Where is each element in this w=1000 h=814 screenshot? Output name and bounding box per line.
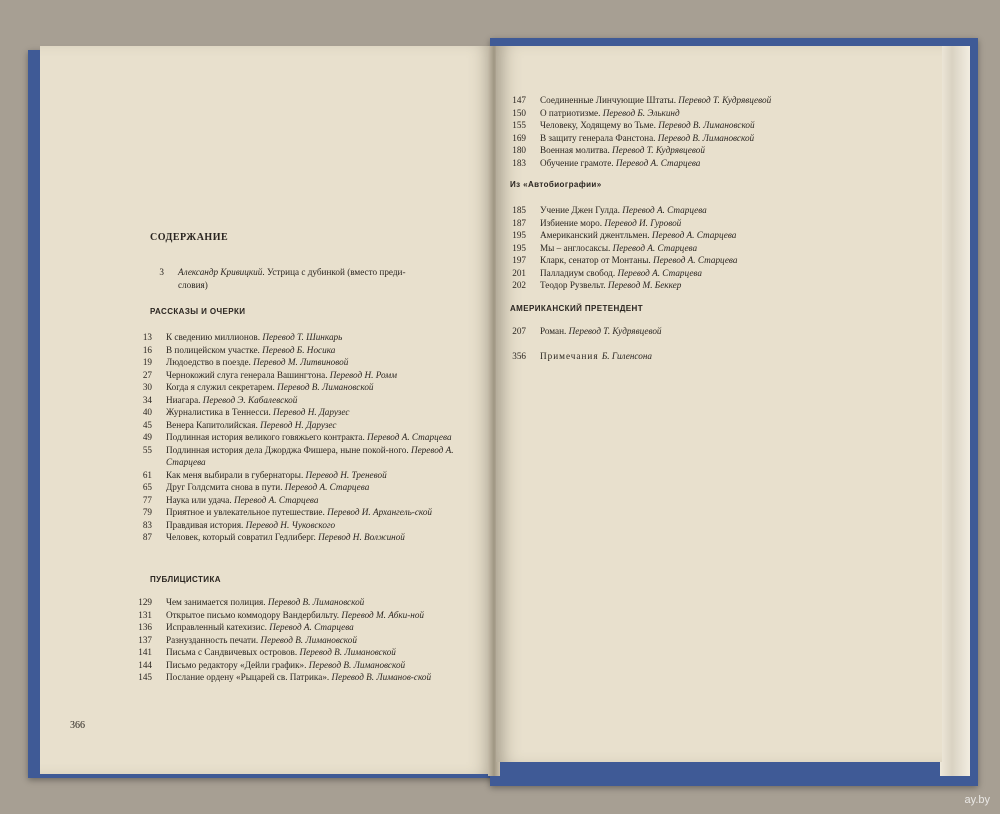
page-number: 201 bbox=[512, 267, 526, 278]
toc-entry bbox=[502, 132, 822, 145]
entry-title: В полицейском участке. bbox=[166, 344, 263, 355]
intro-entry bbox=[140, 266, 460, 291]
entry-title: Примечания bbox=[540, 351, 602, 361]
entry-translator: Перевод А. Старцева bbox=[615, 157, 701, 168]
toc-entry bbox=[502, 119, 822, 132]
entry-title: Друг Голдсмита снова в пути. bbox=[166, 482, 285, 492]
toc-entry bbox=[128, 344, 473, 357]
entry-title: Военная молитва. bbox=[540, 145, 613, 155]
entry-translator: Перевод Т. Кудрявцевой bbox=[612, 145, 705, 155]
page-number: 202 bbox=[512, 280, 526, 290]
page-number: 83 bbox=[142, 519, 152, 530]
entry-title: Чернокожий слуга генерала Вашингтона. bbox=[166, 369, 330, 380]
toc-entry bbox=[128, 596, 473, 609]
entry-title: Чем занимается полиция. bbox=[166, 597, 268, 607]
page-number: 145 bbox=[138, 672, 152, 682]
notes-entry bbox=[502, 350, 822, 363]
toc-entry bbox=[128, 469, 473, 482]
toc-entry bbox=[502, 157, 822, 170]
entry-translator: Перевод В. Лимановской bbox=[658, 120, 755, 130]
entry-title: Людоедство в поезде. bbox=[166, 357, 254, 367]
entry-title: Мы – англосаксы. bbox=[540, 242, 613, 253]
entry-translator: Перевод А. Старцева bbox=[612, 242, 698, 253]
page-number: 16 bbox=[142, 344, 152, 355]
page-number: 13 bbox=[142, 332, 152, 342]
entry-translator: Перевод Т. Кудрявцевой bbox=[568, 326, 662, 336]
entry-translator: Перевод А. Старцева bbox=[622, 205, 707, 215]
toc-entry bbox=[128, 394, 473, 407]
toc-entry bbox=[502, 204, 822, 217]
toc-entry bbox=[502, 107, 822, 120]
page-number: 169 bbox=[512, 132, 526, 143]
entry-translator: Перевод А. Старцева bbox=[652, 255, 738, 265]
page-number: 34 bbox=[142, 394, 152, 405]
entry-title: О патриотизме. bbox=[540, 107, 603, 118]
toc-entry bbox=[128, 406, 473, 419]
page-number: 183 bbox=[512, 157, 526, 168]
entry-title: Как меня выбирали в губернаторы. bbox=[166, 469, 306, 480]
entry-title: Подлинная история великого говяжьего контракта. bbox=[166, 432, 368, 442]
entry-translator: Б. Гиленсона bbox=[601, 351, 652, 361]
page-number: 150 bbox=[512, 107, 526, 118]
section-heading: Из «Автобиографии» bbox=[510, 180, 602, 189]
toc-entry bbox=[128, 634, 473, 647]
page-number: 3 bbox=[159, 267, 164, 277]
toc-entry bbox=[128, 609, 473, 622]
entry-title: Приятное и увлекательное путешествие. bbox=[166, 507, 328, 517]
page-number: 65 bbox=[142, 482, 152, 492]
entry-translator: Перевод Н. Ромм bbox=[329, 369, 397, 380]
page-number: 195 bbox=[512, 242, 526, 253]
page-number: 207 bbox=[512, 326, 526, 336]
entry-title: Исправленный катехизис. bbox=[166, 622, 270, 632]
toc-entry bbox=[128, 506, 473, 519]
page-number: 30 bbox=[142, 382, 152, 392]
entry-translator: Перевод А. Старцева bbox=[617, 267, 702, 278]
toc-entry bbox=[128, 494, 473, 507]
toc-entry bbox=[502, 267, 822, 280]
toc-entry bbox=[502, 325, 822, 338]
entry-translator: Перевод Б. Элькинд bbox=[602, 107, 680, 118]
toc-entry bbox=[128, 444, 473, 469]
entry-title: Подлинная история дела Джорджа Фишера, ныне покой-ного. bbox=[166, 444, 411, 455]
page-number: 356 bbox=[512, 351, 526, 361]
entry-title: В защиту генерала Фанстона. bbox=[540, 132, 658, 143]
toc-entry bbox=[502, 350, 822, 363]
toc-entry bbox=[502, 144, 822, 157]
page-number: 185 bbox=[512, 205, 526, 215]
entry-title: Роман. bbox=[540, 326, 569, 336]
entry-title: Наука или удача. bbox=[166, 494, 234, 505]
entry-title: Правдивая история. bbox=[166, 519, 246, 530]
page-number: 136 bbox=[138, 622, 152, 632]
entry-translator: Перевод А. Старцева bbox=[269, 622, 354, 632]
page-number: 87 bbox=[142, 532, 152, 542]
toc-entry bbox=[128, 671, 473, 684]
toc-entry bbox=[502, 94, 822, 107]
page-number: 79 bbox=[142, 507, 152, 517]
watermark: ay.by bbox=[964, 794, 990, 806]
page-number: 155 bbox=[512, 120, 526, 130]
page-number: 197 bbox=[512, 255, 526, 265]
entry-title: Палладиум свобод. bbox=[540, 267, 618, 278]
page-number: 144 bbox=[138, 659, 152, 670]
contents-title: СОДЕРЖАНИЕ bbox=[150, 232, 229, 243]
toc-entry bbox=[502, 254, 822, 267]
entry-title: Теодор Рузвельт. bbox=[540, 280, 608, 290]
page-number: 61 bbox=[142, 469, 152, 480]
section-heading: АМЕРИКАНСКИЙ ПРЕТЕНДЕНТ bbox=[510, 304, 644, 313]
entry-translator: Перевод А. Старцева bbox=[367, 432, 452, 442]
page-number: 40 bbox=[142, 407, 152, 417]
toc-entry bbox=[502, 217, 822, 230]
entry-title: Венера Капитолийская. bbox=[166, 419, 261, 430]
entry-translator: Перевод А. Старцева bbox=[233, 494, 319, 505]
page-number: 195 bbox=[512, 230, 526, 240]
toc-list bbox=[128, 596, 473, 684]
toc-entry bbox=[502, 229, 822, 242]
page-block-edge bbox=[940, 46, 970, 776]
entry-translator: Перевод Т. Кудрявцевой bbox=[678, 95, 772, 105]
toc-list bbox=[502, 94, 822, 169]
entry-translator: Перевод Н. Дарузес bbox=[260, 419, 337, 430]
page-number: 141 bbox=[138, 647, 152, 657]
entry-translator: Перевод Н. Чуковского bbox=[245, 519, 336, 530]
entry-title: Человеку, Ходящему во Тьме. bbox=[540, 120, 659, 130]
entry-translator: Перевод В. Лимановской bbox=[657, 132, 755, 143]
toc-entry bbox=[128, 381, 473, 394]
entry-title: Соединенные Линчующие Штаты. bbox=[540, 95, 679, 105]
entry-translator: Перевод Н. Треневой bbox=[305, 469, 387, 480]
entry-translator: Перевод В. Лимановской bbox=[299, 647, 396, 657]
right-page bbox=[496, 46, 942, 762]
entry-translator: Перевод В. Лимановской bbox=[260, 634, 357, 645]
entry-title: . Устрица с дубинкой (вместо преди- bbox=[262, 267, 406, 277]
toc-entry bbox=[128, 519, 473, 532]
left-page bbox=[40, 46, 492, 774]
entry-title: Письма с Сандвичевых островов. bbox=[166, 647, 300, 657]
entry-title: Когда я служил секретарем. bbox=[166, 382, 278, 392]
entry-title: Послание ордену «Рыцарей св. Патрика». bbox=[166, 672, 332, 682]
page-number: 131 bbox=[138, 609, 152, 620]
toc-entry bbox=[128, 659, 473, 672]
page-number: 147 bbox=[512, 95, 526, 105]
toc-entry bbox=[502, 279, 822, 292]
toc-list bbox=[502, 325, 822, 338]
page-number: 129 bbox=[138, 597, 152, 607]
toc-entry bbox=[128, 369, 473, 382]
toc-entry bbox=[128, 431, 473, 444]
entry-title: Разнузданность печати. bbox=[166, 634, 261, 645]
entry-translator: Перевод В. Лимановской bbox=[277, 382, 374, 392]
entry-title: Учение Джен Гулда. bbox=[540, 205, 623, 215]
entry-title: К сведению миллионов. bbox=[166, 332, 263, 342]
page-number: 45 bbox=[142, 419, 152, 430]
page-folio: 366 bbox=[70, 720, 85, 731]
page-number: 77 bbox=[142, 494, 152, 505]
entry-translator: Перевод Б. Носика bbox=[262, 344, 336, 355]
entry-title: Человек, который совратил Гедлиберг. bbox=[166, 532, 319, 542]
toc-entry bbox=[128, 356, 473, 369]
author: Александр Кривицкий bbox=[178, 267, 263, 277]
entry-translator: Перевод А. Старцева bbox=[166, 444, 454, 467]
toc-entry bbox=[128, 621, 473, 634]
toc-entry bbox=[128, 646, 473, 659]
entry-title: Открытое письмо коммодору Вандербильту. bbox=[166, 609, 342, 620]
toc-entry bbox=[128, 531, 473, 544]
page-number: 27 bbox=[142, 369, 152, 380]
toc-entry bbox=[502, 242, 822, 255]
toc-entry bbox=[128, 331, 473, 344]
entry-title-cont: словия) bbox=[178, 279, 208, 290]
entry-translator: Перевод В. Лимановской bbox=[267, 597, 365, 607]
toc-list bbox=[128, 331, 473, 544]
entry-translator: Перевод Т. Шинкарь bbox=[262, 332, 343, 342]
entry-title: Избиение моро. bbox=[540, 217, 605, 228]
entry-translator: Перевод М. Абки-ной bbox=[341, 609, 425, 620]
section-heading: ПУБЛИЦИСТИКА bbox=[150, 575, 221, 584]
entry-translator: Перевод А. Старцева bbox=[651, 230, 737, 240]
entry-translator: Перевод Н. Дарузес bbox=[273, 407, 350, 417]
entry-title: Американский джентльмен. bbox=[540, 230, 652, 240]
entry-translator: Перевод В. Лимановской bbox=[308, 659, 406, 670]
entry-translator: Перевод А. Старцева bbox=[284, 482, 370, 492]
toc-entry bbox=[128, 481, 473, 494]
toc-entry bbox=[140, 266, 460, 291]
entry-title: Журналистика в Теннесси. bbox=[166, 407, 274, 417]
entry-translator: Перевод И. Архангель-ской bbox=[327, 507, 433, 517]
page-number: 55 bbox=[142, 444, 152, 455]
toc-list bbox=[502, 204, 822, 292]
page-number: 137 bbox=[138, 634, 152, 645]
entry-title: Письмо редактору «Дейли график». bbox=[166, 659, 309, 670]
section-heading: РАССКАЗЫ И ОЧЕРКИ bbox=[150, 307, 246, 316]
entry-translator: Перевод Э. Кабалевской bbox=[202, 394, 298, 405]
entry-translator: Перевод М. Литвиновой bbox=[253, 357, 349, 367]
entry-title: Обучение грамоте. bbox=[540, 157, 616, 168]
page-number: 49 bbox=[142, 432, 152, 442]
toc-entry bbox=[128, 419, 473, 432]
page-number: 180 bbox=[512, 145, 526, 155]
entry-title: Кларк, сенатор от Монтаны. bbox=[540, 255, 653, 265]
page-number: 19 bbox=[142, 357, 152, 367]
page-number: 187 bbox=[512, 217, 526, 228]
entry-translator: Перевод Н. Волжиной bbox=[318, 532, 405, 542]
entry-translator: Перевод И. Гуровой bbox=[604, 217, 682, 228]
entry-title: Ниагара. bbox=[166, 394, 203, 405]
entry-translator: Перевод М. Беккер bbox=[607, 280, 682, 290]
entry-translator: Перевод В. Лиманов-ской bbox=[331, 672, 432, 682]
